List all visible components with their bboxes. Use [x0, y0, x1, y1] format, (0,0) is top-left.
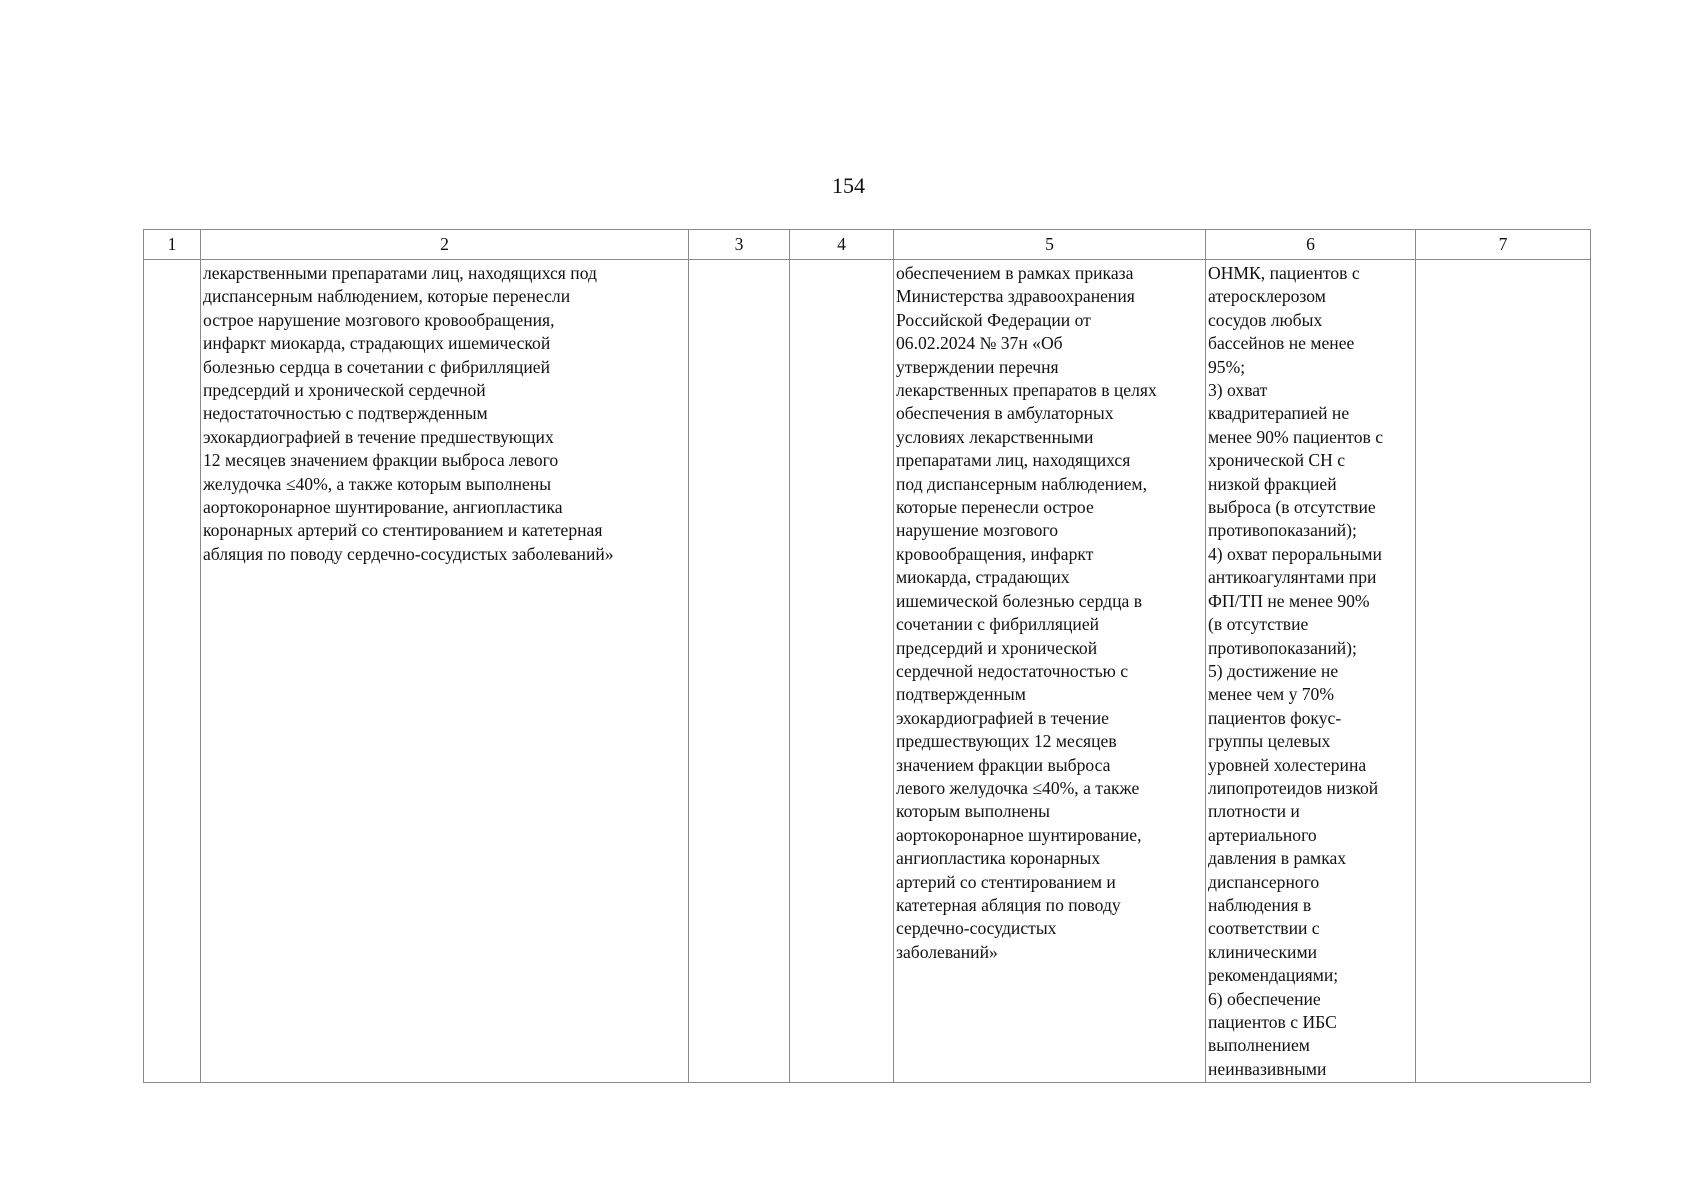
cell-col-2 [201, 260, 689, 1083]
page-number: 154 [832, 173, 865, 198]
table-header [144, 230, 1591, 260]
column-header-1: 1 [144, 230, 201, 260]
cell-col-3 [689, 260, 790, 1083]
cell-col-6-text: ОНМК, пациентов с атеросклерозом сосудов любых бассейнов не менее 95%; 3) охват квадритерапией не менее 90% пациентов с хронической СН с низкой фракцией выброса (в отсутствие противопоказаний); 4) охват пероральными антикоагулянтами при ФП/ТП не менее 90% (в отсутствие противопоказаний); 5) достижение не менее чем у 70% пациентов фокус- группы целевых уровней холестерина липопротеидов низкой плотности и артериального давления в рамках диспансерного наблюдения в соответствии с клиническими рекомендациями; 6) обеспечение пациентов с ИБС выполнением неинвазивными [1208, 263, 1384, 1079]
header-row [144, 230, 1591, 260]
column-header-3: 3 [689, 230, 790, 260]
document-table [143, 229, 1591, 1083]
column-header-6: 6 [1206, 230, 1416, 260]
cell-col-4 [790, 260, 894, 1083]
cell-col-2-text: лекарственными препаратами лиц, находящихся под диспансерным наблюдением, которые перенесли острое нарушение мозгового кровообращения, инфаркт миокарда, страдающих ишемической болезнью сердца в сочетании с фибрилляцией предсердий и хронической сердечной недостаточностью с подтвержденным эхокардиографией в течение предшествующих 12 месяцев значением фракции выброса левого желудочка ≤40%, а также которым выполнены аортокоронарное шунтирование, ангиопластика коронарных артерий со стентированием и катетерная абляция по поводу сердечно-сосудистых заболеваний» [203, 263, 614, 564]
column-header-4: 4 [790, 230, 894, 260]
column-header-2: 2 [201, 230, 689, 260]
cell-col-5-text: обеспечением в рамках приказа Министерства здравоохранения Российской Федерации от 06.02.2024 № 37н «Об утверждении перечня лекарственных препаратов в целях обеспечения в амбулаторных условиях лекарственными препаратами лиц, находящихся под диспансерным наблюдением, которые перенесли острое нарушение мозгового кровообращения, инфаркт миокарда, страдающих ишемической болезнью сердца в сочетании с фибрилляцией предсердий и хронической сердечной недостаточностью с подтвержденным эхокардиографией в течение предшествующих 12 месяцев значением фракции выброса левого желудочка ≤40%, а также которым выполнены аортокоронарное шунтирование, ангиопластика коронарных артерий со стентированием и катетерная абляция по поводу сердечно-сосудистых заболеваний» [896, 263, 1157, 962]
cell-col-1 [144, 260, 201, 1083]
column-header-7: 7 [1416, 230, 1591, 260]
column-header-5: 5 [894, 230, 1206, 260]
cell-col-5 [894, 260, 1206, 1083]
table-row [144, 260, 1591, 1083]
cell-col-6 [1206, 260, 1416, 1083]
cell-col-7 [1416, 260, 1591, 1083]
table-body [144, 260, 1591, 1083]
